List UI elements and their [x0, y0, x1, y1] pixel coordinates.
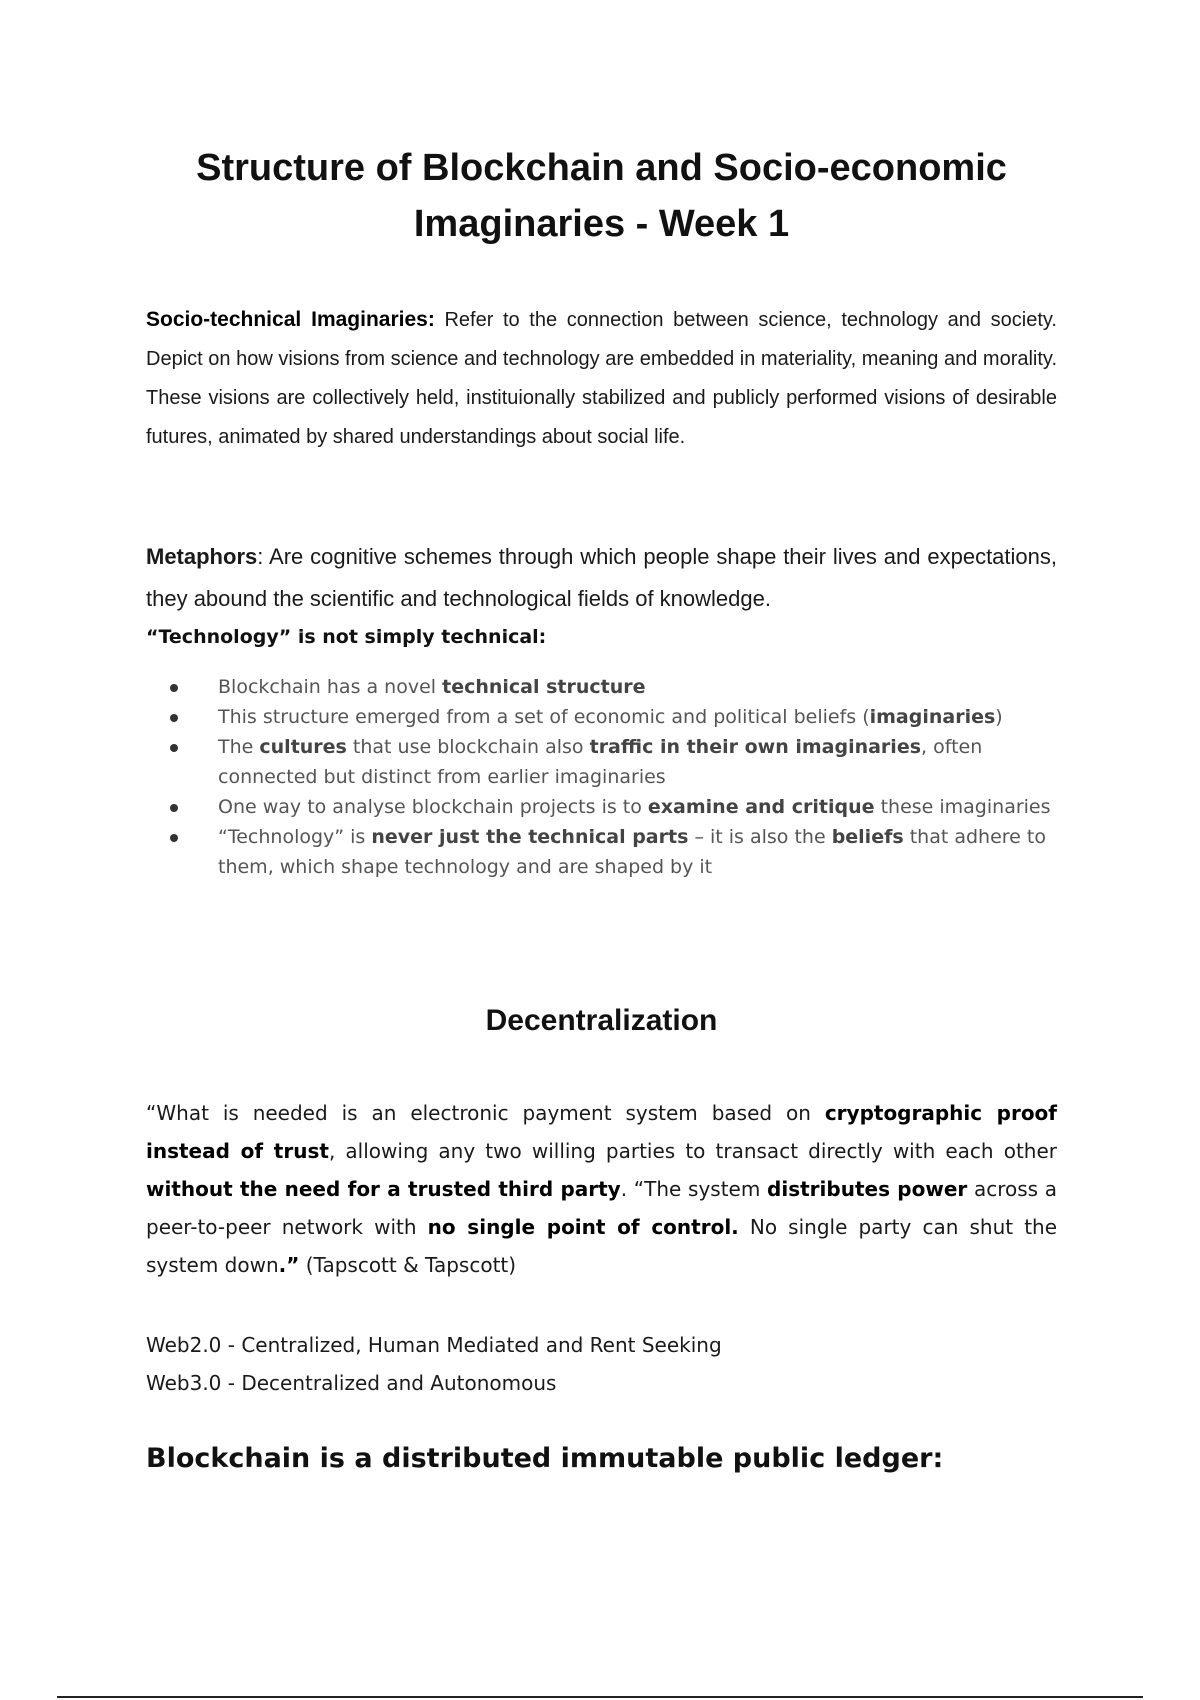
web3-line: Web3.0 - Decentralized and Autonomous	[146, 1371, 557, 1395]
quote-text: “What is needed is an electronic payment system based on	[146, 1101, 825, 1125]
list-item	[146, 732, 1057, 792]
socio-technical-paragraph	[146, 300, 1057, 457]
bullet-text: )	[995, 706, 1003, 728]
bullet-text: Blockchain has a novel	[218, 676, 443, 698]
web2-line: Web2.0 - Centralized, Human Mediated and Rent Seeking	[146, 1333, 722, 1357]
list-item	[146, 792, 1057, 822]
bullet-text: One way to analyse blockchain projects is to	[218, 796, 648, 818]
quote-text: , allowing any two willing parties to transact directly with each other	[328, 1139, 1057, 1163]
bullet-bold: cultures	[259, 736, 347, 758]
quote-bold: distributes power	[767, 1177, 968, 1201]
bullet-text: that use blockchain also	[346, 736, 590, 758]
metaphors-term: Metaphors	[146, 544, 258, 569]
bullet-text: , often connected but distinct from earlier imaginaries	[218, 736, 983, 788]
quote-text: . “The system	[620, 1177, 768, 1201]
bullet-text: that adhere to them, which shape technology and are shaped by it	[218, 826, 1046, 878]
socio-technical-term: Socio-technical Imaginaries:	[146, 308, 435, 331]
list-item	[146, 672, 1057, 702]
quote-text: across a peer-to-peer network with	[146, 1177, 1058, 1239]
quote-bold: .”	[278, 1253, 300, 1277]
bullet-text: The	[218, 736, 260, 758]
bullet-bold: never just the technical parts	[371, 826, 689, 848]
metaphors-definition: : Are cognitive schemes through which people shape their lives and expectations, they abound the scientific and technological fields of knowledge.	[146, 544, 1057, 611]
socio-technical-definition: Refer to the connection between science, technology and society. Depict on how visions from science and technology are embedded in materiality, meaning and morality. These visions are collectively held, instituionally stabilized and publicly performed visions of desirable futures, animated by shared understandings about social life.	[146, 309, 1057, 448]
web-versions-list	[146, 1326, 722, 1402]
quote-text: No single party can shut the system down	[146, 1215, 1058, 1277]
quote-bold: cryptographic proof instead of trust	[146, 1101, 1058, 1163]
title-line-2: Imaginaries - Week 1	[413, 203, 790, 245]
bullet-bold: traffic in their own imaginaries	[589, 736, 922, 758]
page-title	[146, 140, 1057, 252]
bullet-text: these imaginaries	[874, 796, 1051, 818]
technology-heading: “Technology” is not simply technical:	[146, 626, 547, 648]
bullet-bold: examine and critique	[647, 796, 875, 818]
quote-bold: without the need for a trusted third party	[146, 1177, 621, 1201]
list-item	[146, 822, 1057, 882]
quote-citation: (Tapscott & Tapscott)	[299, 1253, 517, 1277]
page-bottom-rule	[57, 1696, 1143, 1698]
ledger-heading: Blockchain is a distributed immutable public ledger:	[146, 1443, 944, 1474]
bullet-bold: beliefs	[831, 826, 904, 848]
list-item	[146, 702, 1057, 732]
decentralization-heading: Decentralization	[485, 1004, 718, 1037]
bullet-text: “Technology” is	[218, 826, 372, 848]
title-line-1: Structure of Blockchain and Socio-economic	[196, 147, 1007, 189]
bullet-bold: technical structure	[442, 676, 646, 698]
technology-bullet-list	[146, 672, 1057, 882]
bullet-bold: imaginaries	[869, 706, 996, 728]
quote-bold: no single point of control.	[427, 1215, 739, 1239]
metaphors-paragraph	[146, 536, 1057, 620]
tapscott-quote	[146, 1094, 1057, 1284]
bullet-text: – it is also the	[688, 826, 832, 848]
bullet-text: This structure emerged from a set of economic and political beliefs (	[218, 706, 870, 728]
